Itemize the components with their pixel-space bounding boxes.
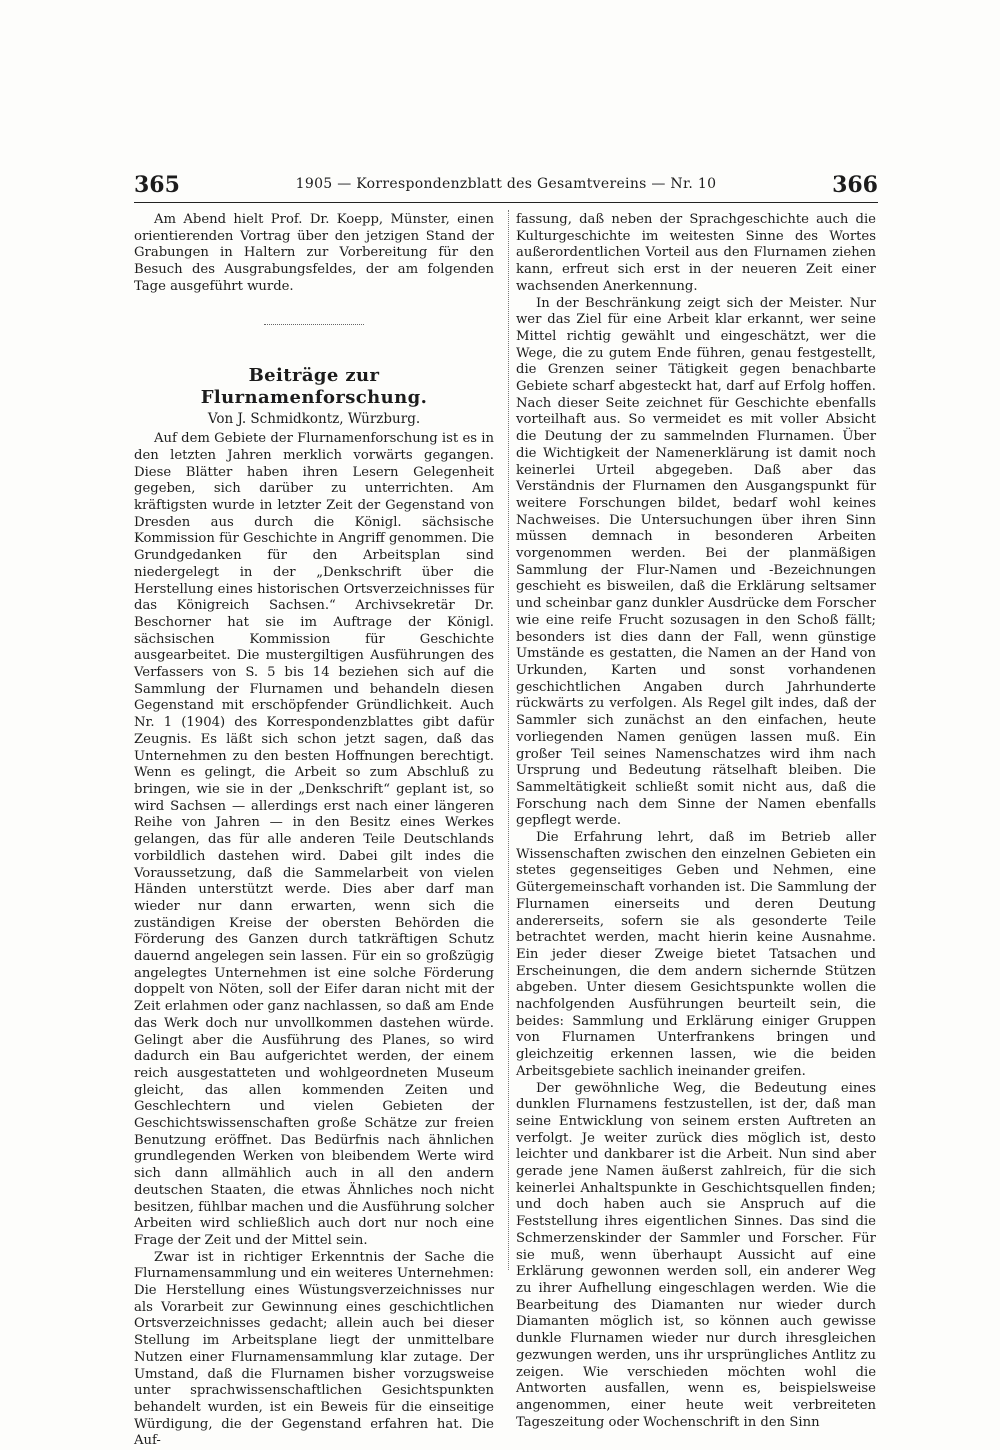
page-number-left: 365 — [134, 172, 180, 198]
running-head: 1905 — Korrespondenzblatt des Gesamtvereins — Nr. 10 — [295, 176, 717, 192]
page-number-right: 366 — [832, 172, 878, 198]
section-separator — [264, 324, 364, 325]
paragraph: Auf dem Gebiete der Flurnamenforschung ist es in den letzten Jahren merklich vorwärts gegangen. Diese Blätter haben ihren Lesern Gelegenheit gegeben, sich darüber zu unterrichten. Am kräftigsten wurde in letzter Zeit der Gegenstand von Dresden aus durch die Königl. sächsische Kommission für Geschichte in Angriff genommen. Die Grundgedanken für den Arbeitsplan sind niedergelegt in der „Denkschrift über die Herstellung eines historischen Ortsverzeichnisses für das Königreich Sachsen.“ Archivsekretär Dr. Beschorner hat sie im Auftrage der Königl. sächsischen Kommission für Geschichte ausgearbeitet. Die mustergiltigen Ausführungen des Verfassers von S. 5 bis 14 beziehen sich auf die Sammlung der Flurnamen und behandeln diesen Gegenstand mit erschöpfender Gründlichkeit. Auch Nr. 1 (1904) des Korrespondenzblattes gibt dafür Zeugnis. Es läßt sich schon jetzt sagen, daß das Unternehmen zu den besten Hoffnungen berechtigt. Wenn es gelingt, die Arbeit so zum Abschluß zu bringen, wie sie in der „Denkschrift“ geplant ist, so wird Sachsen — allerdings erst nach einer längeren Reihe von Jahren — in den Besitz eines Werkes gelangen, das für alle anderen Teile Deutschlands vorbildlich dastehen wird. Dabei gilt indes die Voraussetzung, daß die Sammelarbeit von vielen Händen unterstützt werde. Dies aber darf man wieder nur dann erwarten, wenn sich die zuständigen Kreise der obersten Behörden die Förderung des Ganzen durch tatkräftigen Schutz dauernd angelegen sein lassen. Für ein so großzügig angelegtes Unternehmen ist eine solche Förderung doppelt von Nöten, soll der Eifer daran nicht mit der Zeit erlahmen oder ganz nachlassen, so daß am Ende das Werk doch nur unvollkommen dastehen würde. Gelingt aber die Ausführung des Planes, so wird dadurch ein Bau aufgerichtet werden, der einem reich ausgestatteten und wohlgeordneten Museum gleicht, das allen kommenden Zeiten und Geschlechtern und vielen Gebieten der Geschichtswissenschaften große Schätze zur freien Benutzung eröffnet. Das Bedürfnis nach ähnlichen grundlegenden Werken von bleibendem Werte wird sich dann allmählich auch in all den andern deutschen Staaten, die etwas Ähnliches noch nicht besitzen, fühlbar machen und die Ausführung solcher Arbeiten wird schließlich auch dort nur noch eine Frage der Zeit und der Mittel sein. — [134, 431, 494, 1248]
left-column — [134, 212, 494, 1450]
page-header — [134, 172, 878, 202]
intro-paragraph: Am Abend hielt Prof. Dr. Koepp, Münster, einen orientierenden Vortrag über den jetzigen Stand der Grabungen in Haltern zur Vorbereitung für den Besuch des Ausgrabungsfeldes, der am folgenden Tage ausgeführt wurde. — [134, 212, 494, 294]
paragraph: In der Beschränkung zeigt sich der Meister. Nur wer das Ziel für eine Arbeit klar erkannt, wer seine Mittel richtig gewählt und eingeschätzt, wer die Wege, die zu gutem Ende führen, genau festgestellt, die Grenzen seiner Tätigkeit gegen benachbarte Gebiete scharf abgesteckt hat, darf auf Erfolg hoffen. Nach dieser Seite zeichnet für Geschichte ebenfalls vorteilhaft aus. So vermeidet es mit voller Absicht die Deutung der zu sammelnden Flurnamen. Über die Wichtigkeit der Namenerklärung ist damit noch keinerlei Urteil abgegeben. Daß aber das Verständnis der Flurnamen den Ausgangspunkt für weitere Forschungen bildet, bedarf wohl keines Nachweises. Die Untersuchungen über ihren Sinn müssen demnach in besonderen Arbeiten vorgenommen werden. Bei der planmäßigen Sammlung der Flur-Namen und -Bezeichnungen geschieht es bisweilen, daß die Erklärung seltsamer und scheinbar ganz dunkler Ausdrücke dem Forscher wie eine reife Frucht sozusagen in den Schoß fällt; besonders ist dies dann der Fall, wenn günstige Umstände es gestatten, die Namen an der Hand von Urkunden, Karten und sonst vorhandenen geschichtlichen Angaben durch Jahrhunderte rückwärts zu verfolgen. Als Regel gilt indes, daß der Sammler sich zunächst an den einfachen, heute vorliegenden Namen genügen lassen muß. Ein großer Teil seines Namenschatzes wird ihm nach Ursprung und Bedeutung rätselhaft bleiben. Die Sammeltätigkeit schließt somit nicht aus, daß die Forschung nach dem Sinne der Namen ebenfalls gepflegt werde. — [516, 295, 876, 829]
paragraph: Die Erfahrung lehrt, daß im Betrieb aller Wissenschaften zwischen den einzelnen Gebieten ein stetes gegenseitiges Geben und Nehmen, eine Gütergemeinschaft vorhanden ist. Die Sammlung der Flurnamen einerseits und deren Deutung andererseits, sofern sie als gesonderte Teile betrachtet werden, macht hierin keine Ausnahme. Ein jeder dieser Zweige bietet Tatsachen und Erscheinungen, die dem andern sichernde Stützen abgeben. Unter diesem Gesichtspunkte wollen die nachfolgenden Ausführungen beurteilt sein, die beides: Sammlung und Erklärung einiger Gruppen von Flurnamen Unterfrankens bringen und gleichzeitig erkennen lassen, wie die beiden Arbeitsgebiete sachlich ineinander greifen. — [516, 830, 876, 1079]
article-title: Beiträge zur Flurnamenforschung. — [200, 364, 428, 408]
paragraph: Zwar ist in richtiger Erkenntnis der Sache die Flurnamensammlung und ein weiteres Unternehmen: Die Herstellung eines Wüstungsverzeichnisses nur als Vorarbeit zur Gewinnung eines geschichtlichen Ortsverzeichnisses gedacht; allein auch bei dieser Stellung im Arbeitsplane liegt der unmittelbare Nutzen einer Flurnamensammlung klar zutage. Der Umstand, daß die Flurnamen bisher vorzugsweise unter sprachwissenschaftlichen Gesichtspunkten behandelt wurden, ist ein Beweis für die einseitige Würdigung, die der Gegenstand erfahren hat. Die Auf- — [134, 1249, 494, 1449]
paragraph-continued: fassung, daß neben der Sprachgeschichte auch die Kulturgeschichte im weitesten Sinne des Wortes außerordentlichen Vorteil aus den Flurnamen ziehen kann, erfreut sich erst in der neueren Zeit einer wachsenden Anerkennung. — [516, 212, 876, 294]
paragraph: Der gewöhnliche Weg, die Bedeutung eines dunklen Flurnamens festzustellen, ist der, daß man seine Entwicklung von seinem ersten Auftreten an verfolgt. Je weiter zurück dies möglich ist, desto leichter und dankbarer ist die Arbeit. Nun sind aber gerade jene Namen äußerst zahlreich, für die sich keinerlei Anhaltspunkte in Geschichtsquellen finden; und doch haben auch sie Anspruch auf die Feststellung ihres eigentlichen Sinnes. Das sind die Schmerzenskinder der Sammler und Forscher. Für sie muß, wenn überhaupt Aussicht auf eine Erklärung gewonnen werden soll, ein anderer Weg zu ihrer Aufhellung eingeschlagen werden. Wie die Bearbeitung des Diamanten nur wieder durch Diamanten möglich ist, so können auch gewisse dunkle Flurnamen wieder nur durch ihresgleichen gezwungen werden, uns ihr ursprüngliches Antlitz zu zeigen. Wie verschieden möchten wohl die Antworten ausfallen, wenn es, beispielsweise angenommen, einer heute weit verbreiteten Tageszeitung oder Wochenschrift in den Sinn — [516, 1080, 876, 1430]
header-rule — [134, 202, 878, 203]
article-byline: Von J. Schmidkontz, Würzburg. — [207, 410, 421, 427]
column-divider — [508, 210, 509, 1270]
right-column — [516, 212, 876, 1431]
